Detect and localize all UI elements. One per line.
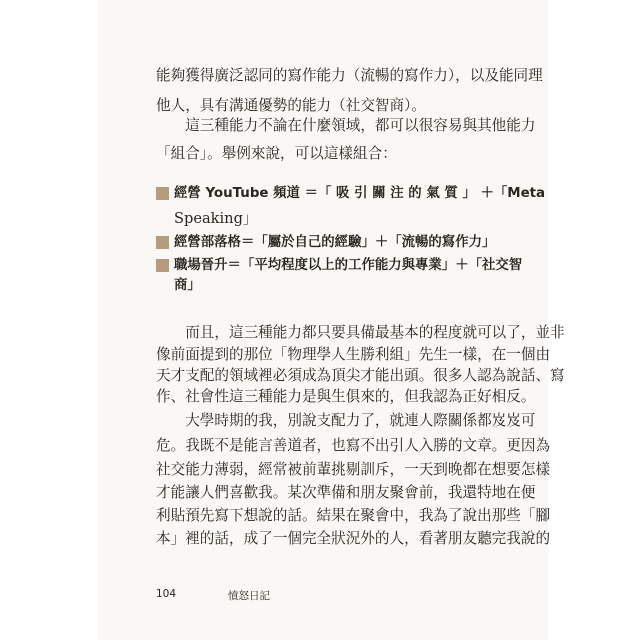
para1-line1: 能夠獲得廣泛認同的寫作能力（流暢的寫作力），以及能同理 [156, 67, 543, 84]
para3-line4: 作、社會性這三種能力是與生俱來的，但我認為正好相反。 [156, 388, 536, 405]
para3-line3: 天才支配的領域裡必須成為頂尖才能出頭。很多人認為說話、寫 [156, 367, 565, 384]
bullet-2-line1: 經營部落格＝「屬於自己的經驗」＋「流暢的寫作力」 [174, 235, 496, 250]
page-number: 104 [156, 588, 177, 600]
para4-line2: 危。我既不是能言善道者，也寫不出引人入勝的文章。更因為 [156, 437, 551, 454]
bullet-1-line2: Speaking」 [174, 210, 258, 227]
book-page [98, 0, 565, 640]
bullet-square-icon [156, 236, 169, 249]
para4-line1: 大學時期的我，別說支配力了，就連人際關係都岌岌可 [156, 412, 536, 429]
bullet-3-line1: 職場晉升＝「平均程度以上的工作能力與專業」＋「社交智 [174, 258, 523, 273]
para3-line2: 像前面提到的那位「物理學人生勝利組」先生一樣，在一個由 [156, 346, 551, 363]
bullet-square-icon [156, 187, 169, 200]
para2-line1: 這三種能力不論在什麼領域，都可以很容易與其他能力 [156, 117, 536, 134]
para3-line1: 而且，這三種能力都只要具備最基本的程度就可以了，並非 [156, 324, 565, 341]
para4-line6: 本」裡的話，成了一個完全狀況外的人，看著朋友聽完我說的 [156, 530, 551, 547]
bullet-square-icon [156, 259, 169, 272]
para4-line3: 社交能力薄弱，經常被前輩挑剔訓斥，一天到晚都在想要怎樣 [156, 461, 551, 478]
book-title: 憤怒日記 [228, 590, 270, 602]
para4-line4: 才能讓人們喜歡我。某次準備和朋友聚會前，我還特地在便 [156, 484, 536, 501]
para1-line2: 他人，具有溝通優勢的能力（社交智商）。 [156, 97, 426, 114]
bullet-1-line1: 經營 YouTube 頻道 ＝「 吸 引 關 注 的 氣 質 」 ＋「Meta [174, 186, 546, 201]
para2-line2: 「組合」。舉例來說，可以這樣組合： [156, 145, 397, 162]
para4-line5: 利貼預先寫下想說的話。結果在聚會中，我為了說出那些「腳 [156, 507, 551, 524]
bullet-3-line2: 商」 [174, 278, 201, 293]
